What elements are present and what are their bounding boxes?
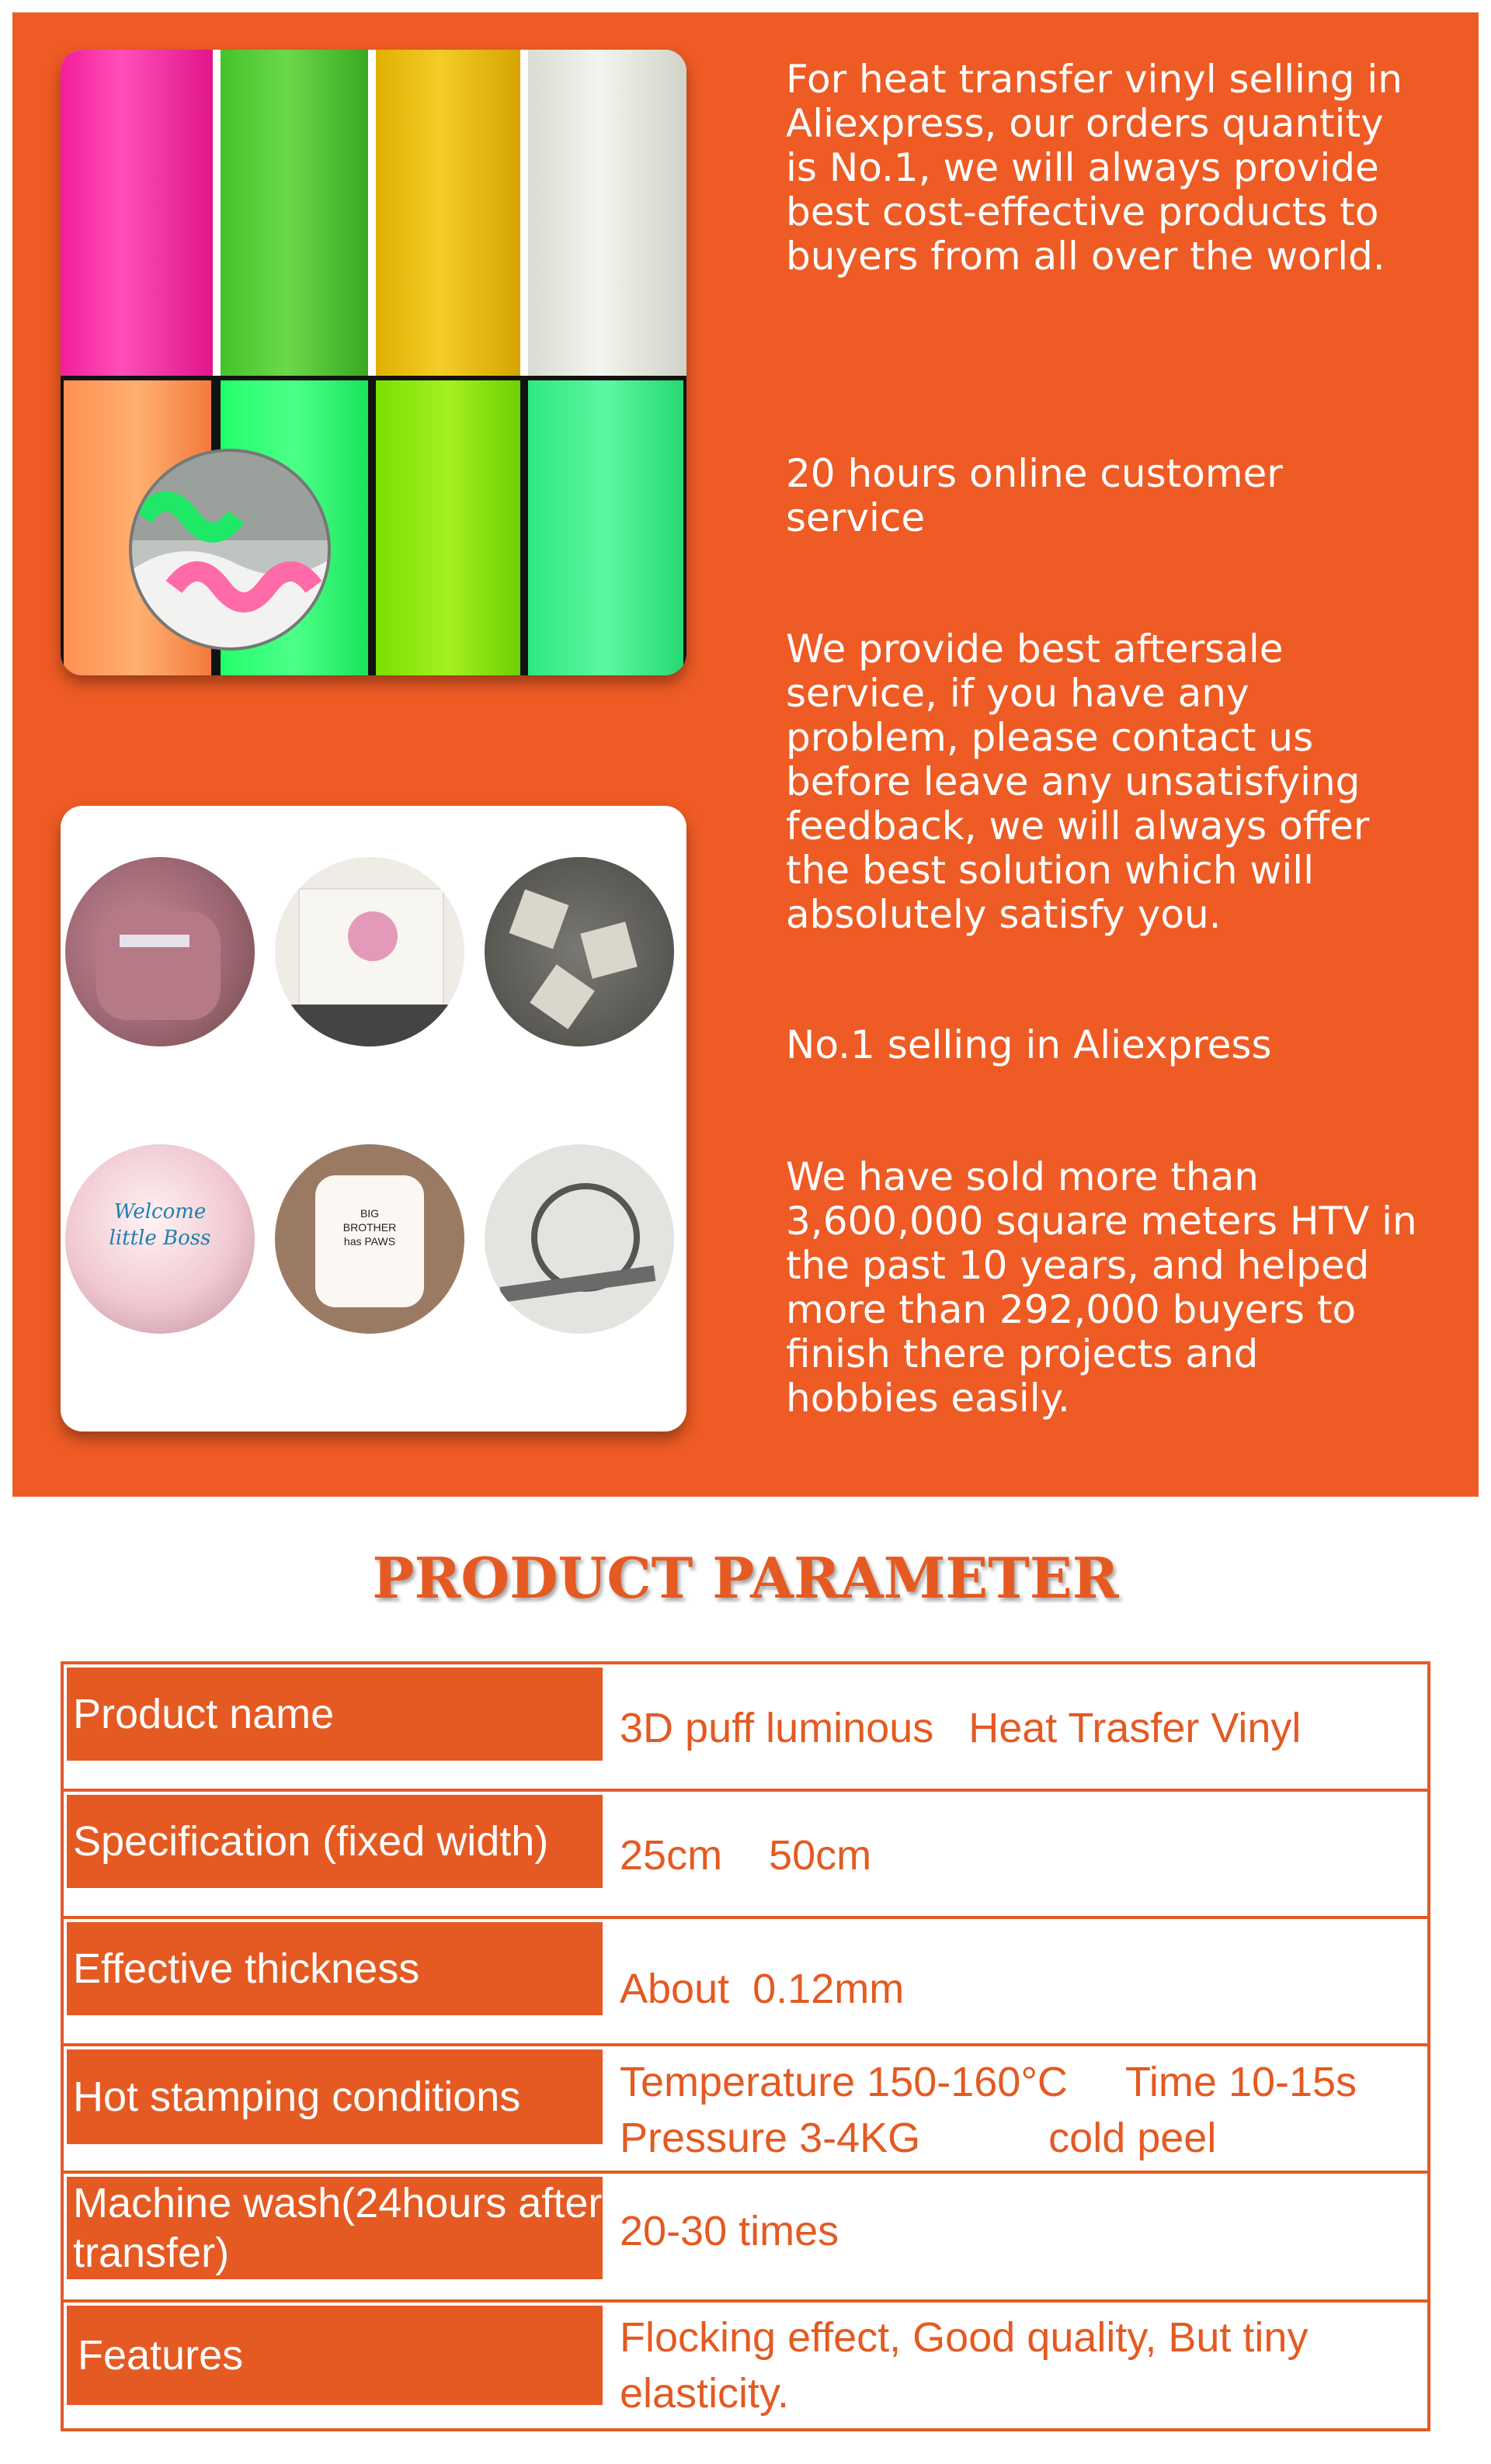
param-label-specification: Specification (fixed width)	[67, 1795, 603, 1888]
param-value-product-name: 3D puff luminous Heat Trasfer Vinyl	[620, 1705, 1302, 1751]
row-divider	[64, 2043, 1427, 2046]
yellow-roll-glow-image	[376, 380, 520, 675]
info-panel	[12, 12, 1479, 1497]
param-label-machine-wash: Machine wash(24hours after transfer)	[67, 2177, 603, 2279]
product-parameter-title: PRODUCT PARAMETER	[372, 1545, 1119, 1611]
green-roll-image	[221, 50, 368, 376]
param-label-hot-stamping: Hot stamping conditions	[67, 2049, 603, 2144]
info-paragraph-order-quantity: For heat transfer vinyl selling in Aliexpress, our orders quantity is No.1, we will always provide best cost-effective products to buyers from all over the world.	[786, 57, 1402, 279]
white-roll-image	[528, 50, 686, 376]
vinyl-rolls-photo	[61, 50, 686, 675]
param-value-specification: 25cm 50cm	[620, 1832, 872, 1879]
pink-hoodies-sample-image	[65, 857, 255, 1046]
param-value-hot-stamping: Temperature 150-160°C Time 10-15s Pressure 3-4KG cold peel	[620, 2059, 1357, 2161]
vinyl-sample-inset-image	[127, 447, 332, 652]
row-divider	[64, 2171, 1427, 2174]
param-label-features: Features	[67, 2306, 603, 2405]
baby-onesie-sample-image	[275, 1144, 464, 1334]
info-paragraph-customer-service: 20 hours online customer service	[786, 451, 1283, 540]
param-value-machine-wash: 20-30 times	[620, 2208, 839, 2254]
row-divider	[64, 1916, 1427, 1919]
white-roll-glow-image	[528, 380, 683, 675]
param-label-product-name: Product name	[67, 1668, 603, 1761]
heart-patches-sample-image	[485, 857, 674, 1046]
welcome-balloon-sample-image	[65, 1144, 255, 1334]
yellow-roll-image	[376, 50, 520, 376]
info-paragraph-sales-volume: We have sold more than 3,600,000 square meters HTV in the past 10 years, and helped more than 292,000 buyers to finish there projects and hobbies easily.	[786, 1154, 1417, 1421]
param-label-thickness: Effective thickness	[67, 1922, 603, 2015]
param-value-features: Flocking effect, Good quality, But tiny elasticity.	[620, 2314, 1320, 2417]
info-paragraph-aftersale: We provide best aftersale service, if you have any problem, please contact us before leave any unsatisfying feedback, we will always offer the best solution which will absolutely satisfy you.	[786, 626, 1370, 937]
onesie-text: BIG BROTHER has PAWS	[342, 1207, 397, 1248]
balloon-text: Welcome little Boss	[109, 1200, 211, 1250]
application-samples-photo	[61, 806, 686, 1432]
row-divider	[64, 1789, 1427, 1792]
pink-roll-image	[61, 50, 213, 376]
info-paragraph-no1-selling: No.1 selling in Aliexpress	[786, 1022, 1272, 1067]
row-divider	[64, 2299, 1427, 2303]
param-value-thickness: About 0.12mm	[620, 1966, 905, 2012]
baby-birth-sign-sample-image	[275, 857, 464, 1046]
arabic-calligraphy-sample-image	[485, 1144, 674, 1334]
product-parameter-table	[61, 1661, 1430, 2431]
